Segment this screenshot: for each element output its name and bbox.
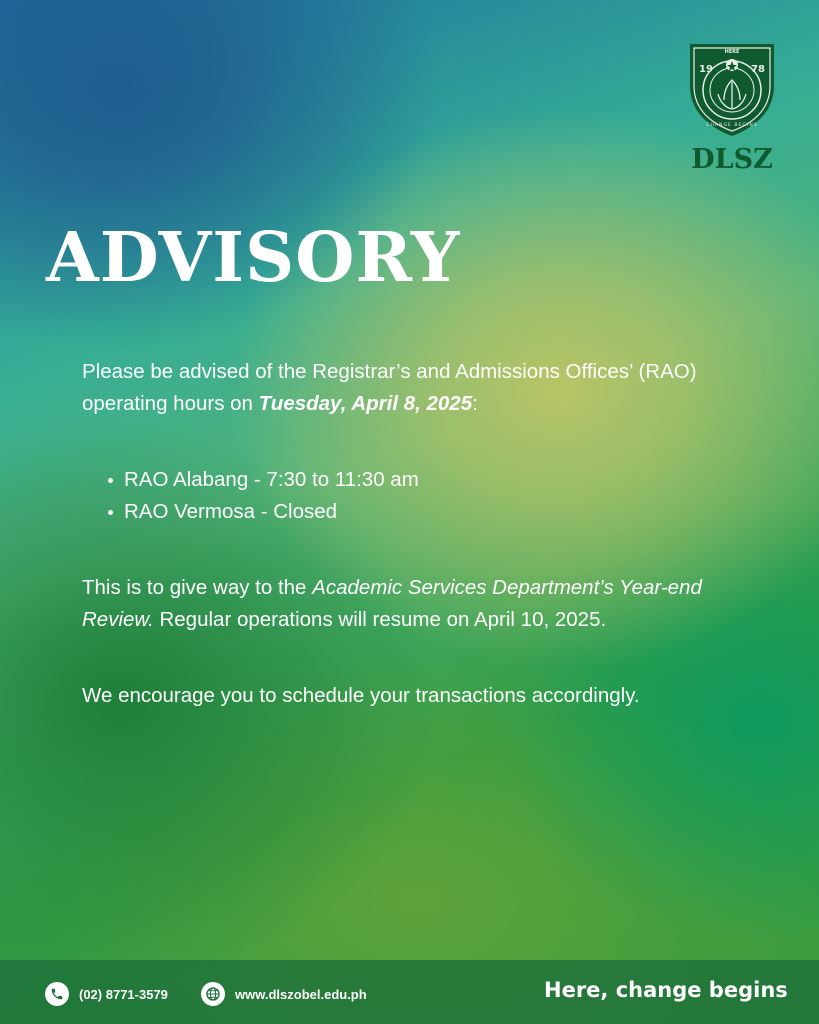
- logo-ring-text: CHANGE BEGINS: [706, 123, 758, 128]
- shield-emblem-icon: [684, 38, 780, 138]
- logo-year-right: 78: [751, 64, 765, 75]
- phone-icon: [45, 982, 69, 1006]
- footer-phone: [45, 982, 168, 1006]
- tagline: Here, change begins: [544, 978, 788, 1002]
- list-item: RAO Vermosa - Closed: [124, 496, 762, 528]
- reason-text-a: This is to give way to the: [82, 576, 313, 599]
- closing-paragraph: We encourage you to schedule your transactions accordingly.: [82, 684, 640, 707]
- logo-wordmark: DLSZ: [691, 144, 773, 175]
- globe-icon: [201, 982, 225, 1006]
- list-item: RAO Alabang - 7:30 to 11:30 am: [124, 464, 762, 496]
- reason-text-b: Regular operations will resume on April 10, 2025.: [153, 608, 607, 631]
- advisory-body: [82, 356, 762, 712]
- footer-website: [201, 982, 367, 1006]
- intro-paragraph: [82, 356, 762, 420]
- reason-paragraph: [82, 572, 762, 636]
- page-title: ADVISORY: [46, 218, 461, 298]
- website-link[interactable]: www.dlszobel.edu.ph: [235, 986, 367, 1002]
- intro-text: Please be advised of the Registrar’s and Admissions Offices’ (RAO) operating hours on: [82, 360, 697, 415]
- logo-top-text: HERE: [724, 49, 740, 55]
- phone-number: (02) 8771-3579: [79, 986, 168, 1002]
- dlsz-logo: [684, 38, 780, 183]
- office-hours-list: [82, 464, 762, 528]
- footer-bar: [0, 960, 819, 1024]
- event-name: Academic Services Department’s Year-end Review.: [82, 576, 702, 631]
- advisory-date: Tuesday, April 8, 2025: [258, 392, 473, 415]
- intro-colon: :: [472, 392, 478, 415]
- logo-year-left: 19: [699, 64, 713, 75]
